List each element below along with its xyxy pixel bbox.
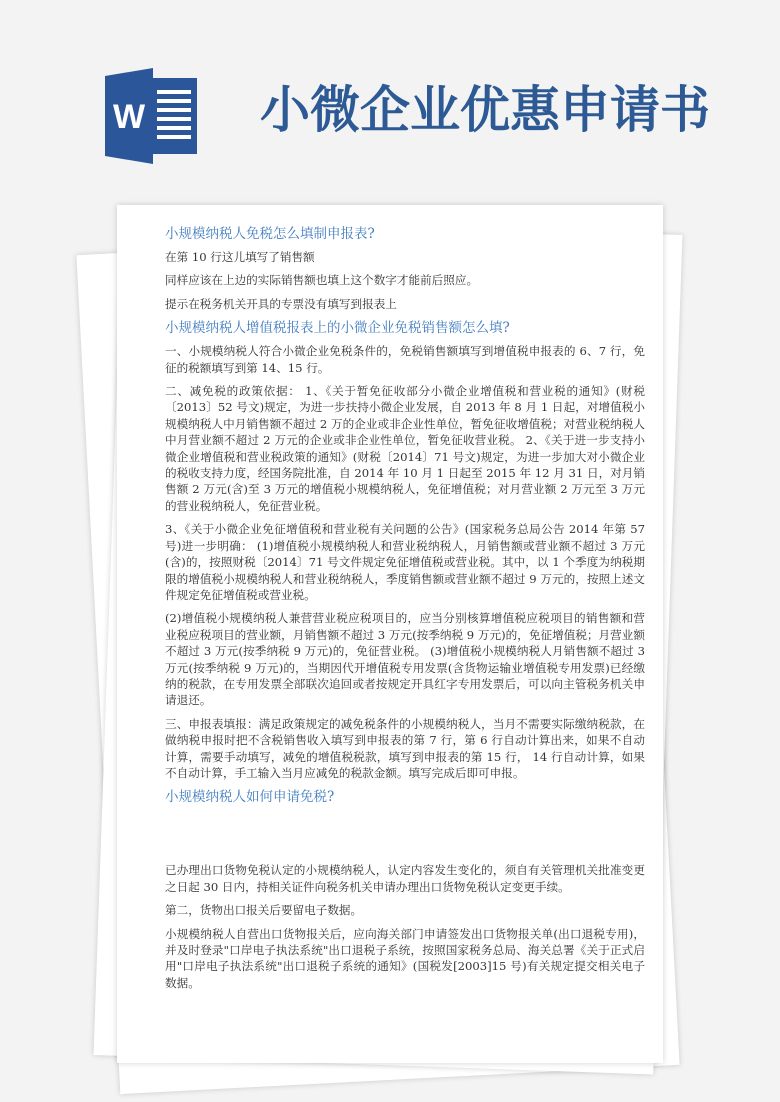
paragraph: 第二，货物出口报关后要留电子数据。 (165, 903, 363, 918)
paragraph: 二、减免税的政策依据： 1、《关于暂免征收部分小微企业增值税和营业税的通知》(财税〔2013〕52 号文)规定，为进一步扶持小微企业发展，自 2013 年 8 月 1 日起，对增值税小规模纳税人中月销售额不超过 2 万的企业或非企业性单位，暂免征收增值税；对营业税纳税人中月营业额不超过 2 万元的企业或非企业性单位，暂免征收营业税。 2、《关于进一步支持小微企业增值税和营业税政策的通知》(财税〔2014〕71 号文)规定，为进一步加大对小微企业的税收支持力度，经国务院批准，自 2014 年 10 月 1 日起至 2015 年 12 月 31 日，对月销售额 2 万元(含)至 3 万元的增值税小规模纳税人，免征增值税；对月营业额 2 万元至 3 万元的营业税纳税人，免征营业税。 (165, 384, 645, 513)
word-logo-icon (105, 68, 205, 164)
section-heading: 小规模纳税人如何申请免税? (165, 789, 335, 806)
paragraph: 一、小规模纳税人符合小微企业免税条件的，免税销售额填写到增值税申报表的 6、7 行，免征的税额填写到第 14、15 行。 (165, 344, 645, 375)
section-heading: 小规模纳税人免税怎么填制申报表? (165, 226, 375, 242)
paragraph: 同样应该在上边的实际销售额也填上这个数字才能前后照应。 (165, 273, 479, 288)
section-heading: 小规模纳税人增值税报表上的小微企业免税销售额怎么填? (165, 320, 510, 337)
paragraph: 提示在税务机关开具的专票没有填写到报表上 (165, 296, 397, 311)
paragraph: 已办理出口货物免税认定的小规模纳税人，认定内容发生变化的，须自有关管理机关批准变更之日起 30 日内，持相关证件向税务机关申请办理出口货物免税认定变更手续。 (165, 863, 645, 894)
paragraph: (2)增值税小规模纳税人兼营营业税应税项目的，应当分别核算增值税应税项目的销售额和营业税应税项目的营业额，月销售额不超过 3 万元(按季纳税 9 万元)的，免征增值税；月营业额不超过 3 万元(按季纳税 9 万元)的，免征营业税。 (3)增值税小规模纳税人月销售额不超过 3 万元(按季纳税 9 万元)的，当期因代开增值税专用发票(含货物运输业增值税专用发票)已经缴纳的税款，在专用发票全部联次追回或者按规定开具红字专用发票后，可以向主管税务机关申请退还。 (165, 611, 645, 708)
logo-letter: W (112, 98, 146, 136)
paragraph: 在第 10 行这儿填写了销售额 (165, 250, 315, 264)
paragraph: 3、《关于小微企业免征增值税和营业税有关问题的公告》(国家税务总局公告 2014 年第 57 号)进一步明确： (1)增值税小规模纳税人和营业税纳税人，月销售额或营业额不超过 3 万元(含)的，按照财税〔2014〕71 号文件规定免征增值税或营业税。其中，以 1 个季度为纳税期限的增值税小规模纳税人和营业税纳税人，季度销售额或营业额不超过 9 万元的，按照上述文件规定免征增值税或营业税。 (165, 522, 645, 602)
document-page (117, 205, 663, 1063)
page-title: 小微企业优惠申请书 (260, 80, 710, 139)
paragraph: 小规模纳税人自营出口货物报关后，应向海关部门申请签发出口货物报关单(出口退税专用)，并及时登录"口岸电子执法系统"出口退税子系统，按照国家税务总局、海关总署《关于正式启用"口岸电子执法系统"出口退税子系统的通知》(国税发[2003]15 号)有关规定提交相关电子数据。 (165, 926, 645, 990)
paragraph: 三、申报表填报：满足政策规定的减免税条件的小规模纳税人，当月不需要实际缴纳税款，在做纳税申报时把不含税销售收入填写到申报表的第 7 行，第 6 行自动计算出来，如果不自动计算，需要手动填写，减免的增值税税款，填写到申报表的第 15 行， 14 行自动计算，如果不自动计算，手工输入当月应减免的税款金额。填写完成后即可申报。 (165, 716, 645, 780)
document-content (165, 221, 645, 998)
